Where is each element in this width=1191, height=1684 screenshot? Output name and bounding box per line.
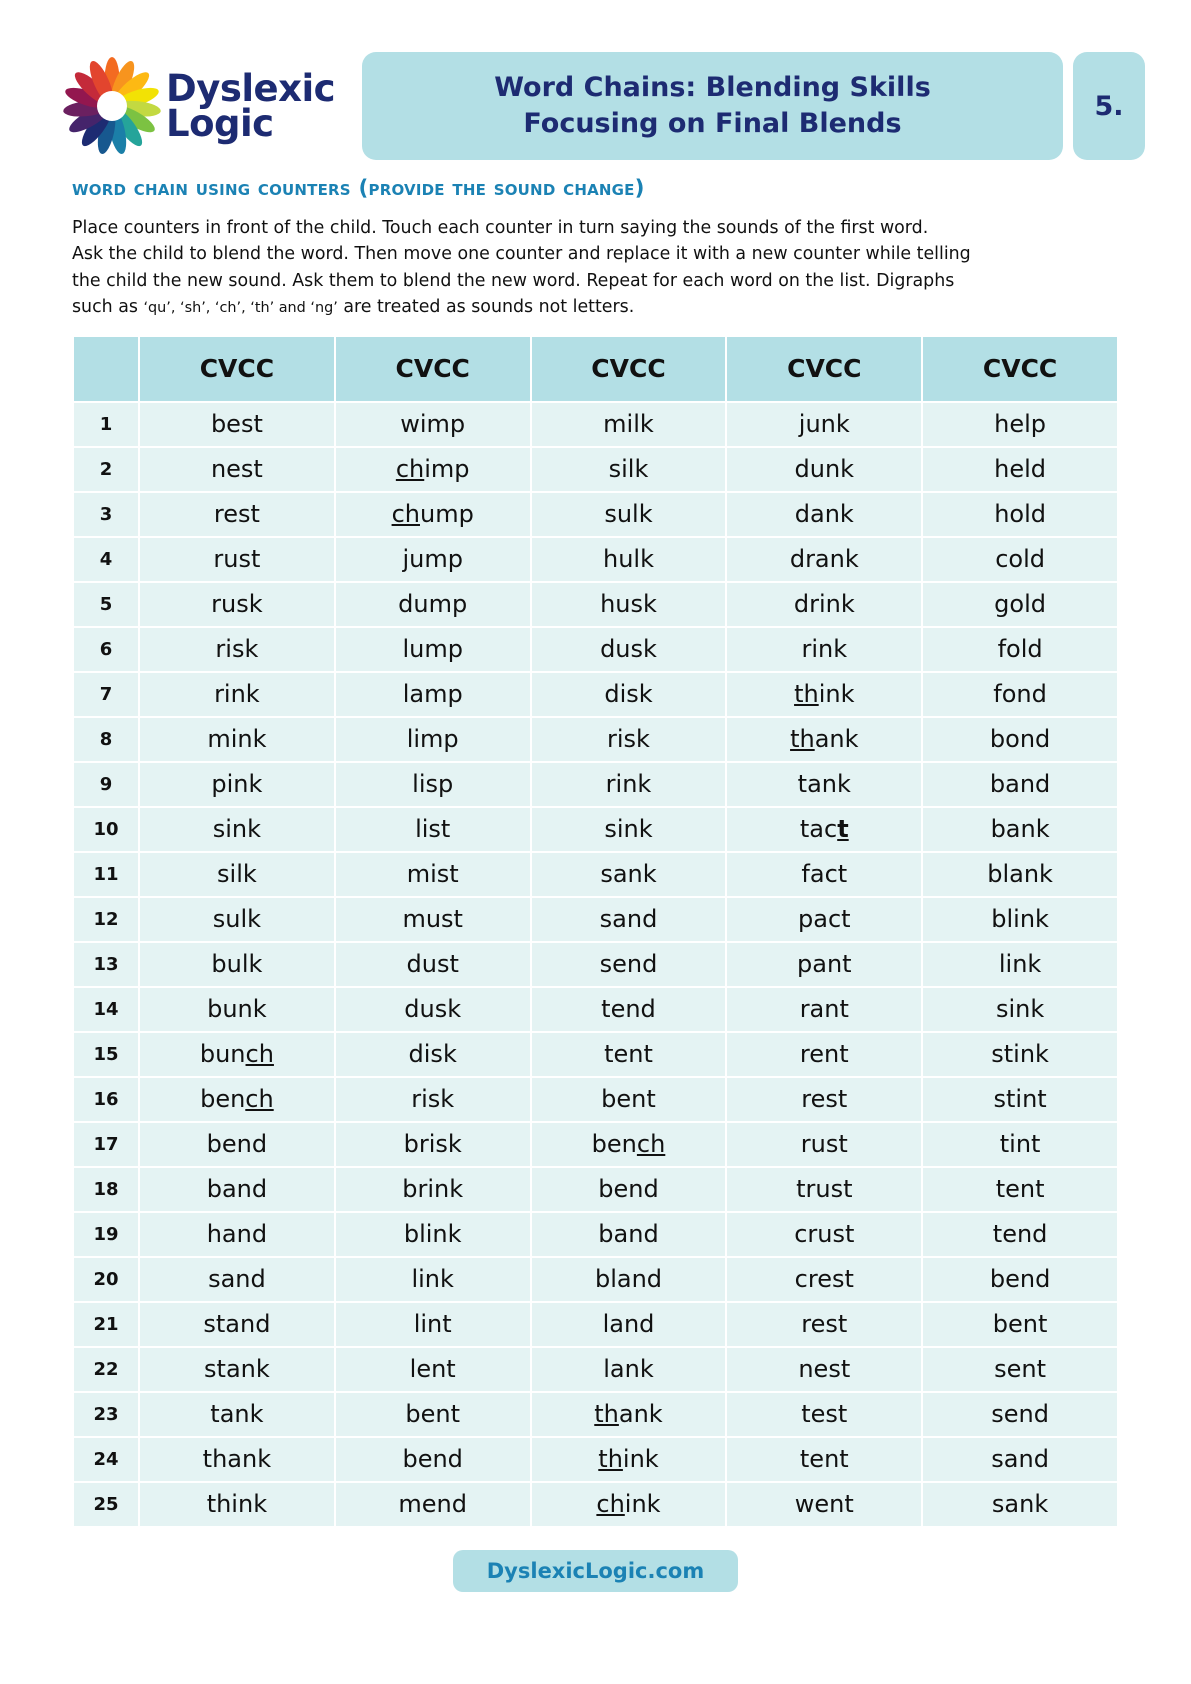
table-row <box>74 763 1117 806</box>
word-cell[interactable]: link <box>923 943 1117 986</box>
word-cell[interactable]: sulk <box>532 493 726 536</box>
word-cell[interactable]: rink <box>727 628 921 671</box>
table-row <box>74 1168 1117 1211</box>
table-row <box>74 1078 1117 1121</box>
word-cell[interactable]: sink <box>140 808 334 851</box>
word-cell[interactable]: fond <box>923 673 1117 716</box>
word-cell[interactable]: milk <box>532 403 726 446</box>
row-index: 16 <box>74 1078 138 1121</box>
word-cell[interactable]: silk <box>532 448 726 491</box>
word-cell[interactable]: pink <box>140 763 334 806</box>
row-index: 12 <box>74 898 138 941</box>
word-cell[interactable]: brisk <box>336 1123 530 1166</box>
table-header-row <box>74 337 1117 401</box>
word-cell[interactable]: stint <box>923 1078 1117 1121</box>
brand-name-line1: Dyslexic <box>166 66 336 110</box>
word-cell[interactable]: drank <box>727 538 921 581</box>
column-header-index <box>74 337 138 401</box>
instructions-block <box>0 201 1191 321</box>
table-row <box>74 1438 1117 1481</box>
word-cell[interactable]: lint <box>336 1303 530 1346</box>
word-cell[interactable]: dunk <box>727 448 921 491</box>
word-cell[interactable]: dust <box>336 943 530 986</box>
word-chain-table-wrap <box>0 321 1191 1528</box>
word-cell[interactable]: chimp <box>336 448 530 491</box>
word-cell[interactable]: sank <box>532 853 726 896</box>
word-cell[interactable]: sand <box>532 898 726 941</box>
word-cell[interactable]: pact <box>727 898 921 941</box>
instruction-line-4 <box>72 294 1121 320</box>
word-cell[interactable]: bond <box>923 718 1117 761</box>
word-cell[interactable]: mink <box>140 718 334 761</box>
instruction-line-3: the child the new sound. Ask them to blend the new word. Repeat for each word on the list. Digraphs <box>72 270 955 291</box>
word-cell[interactable]: tank <box>140 1393 334 1436</box>
website-badge[interactable]: DyslexicLogic.com <box>453 1550 738 1592</box>
word-cell[interactable]: cold <box>923 538 1117 581</box>
word-cell[interactable]: rant <box>727 988 921 1031</box>
word-cell[interactable]: went <box>727 1483 921 1526</box>
word-cell[interactable]: chump <box>336 493 530 536</box>
row-index: 18 <box>74 1168 138 1211</box>
word-cell[interactable]: tend <box>532 988 726 1031</box>
word-cell[interactable]: stank <box>140 1348 334 1391</box>
word-cell[interactable]: tend <box>923 1213 1117 1256</box>
table-row <box>74 673 1117 716</box>
table-row <box>74 1258 1117 1301</box>
row-index: 14 <box>74 988 138 1031</box>
word-cell[interactable]: help <box>923 403 1117 446</box>
word-cell[interactable]: rusk <box>140 583 334 626</box>
word-cell[interactable]: bland <box>532 1258 726 1301</box>
word-cell[interactable]: chink <box>532 1483 726 1526</box>
word-cell[interactable]: sand <box>923 1438 1117 1481</box>
page-header <box>0 0 1191 160</box>
table-head <box>74 337 1117 401</box>
page-number-badge: 5. <box>1073 52 1145 160</box>
word-cell[interactable]: bend <box>336 1438 530 1481</box>
table-row <box>74 1033 1117 1076</box>
word-cell[interactable]: bend <box>140 1123 334 1166</box>
word-cell[interactable]: link <box>336 1258 530 1301</box>
word-cell[interactable]: junk <box>727 403 921 446</box>
word-cell[interactable]: rink <box>140 673 334 716</box>
word-cell[interactable]: band <box>140 1168 334 1211</box>
word-cell[interactable]: stink <box>923 1033 1117 1076</box>
word-cell[interactable]: lump <box>336 628 530 671</box>
table-row <box>74 988 1117 1031</box>
row-index: 11 <box>74 853 138 896</box>
word-cell[interactable]: rust <box>140 538 334 581</box>
row-index: 25 <box>74 1483 138 1526</box>
instruction-line-1: Place counters in front of the child. Touch each counter in turn saying the sounds of the first word. <box>72 218 929 238</box>
row-index: 22 <box>74 1348 138 1391</box>
table-row <box>74 1123 1117 1166</box>
worksheet-title-box <box>362 52 1063 160</box>
word-cell[interactable]: gold <box>923 583 1117 626</box>
word-cell[interactable]: thank <box>532 1393 726 1436</box>
word-cell[interactable]: hold <box>923 493 1117 536</box>
word-cell[interactable]: silk <box>140 853 334 896</box>
table-row <box>74 1483 1117 1526</box>
word-cell[interactable]: thank <box>140 1438 334 1481</box>
word-cell[interactable]: rust <box>727 1123 921 1166</box>
word-cell[interactable]: bent <box>336 1393 530 1436</box>
word-chain-table <box>72 335 1119 1528</box>
table-row <box>74 1393 1117 1436</box>
table-row <box>74 628 1117 671</box>
brand-logo <box>62 56 352 156</box>
column-header-2: CVCC <box>336 337 530 401</box>
word-cell[interactable]: tent <box>923 1168 1117 1211</box>
word-cell[interactable]: best <box>140 403 334 446</box>
word-cell[interactable]: tank <box>727 763 921 806</box>
word-cell[interactable]: brink <box>336 1168 530 1211</box>
word-cell[interactable]: hulk <box>532 538 726 581</box>
word-cell[interactable]: nest <box>140 448 334 491</box>
word-cell[interactable]: bent <box>532 1078 726 1121</box>
word-cell[interactable]: bend <box>532 1168 726 1211</box>
word-cell[interactable]: hand <box>140 1213 334 1256</box>
word-cell[interactable]: rest <box>140 493 334 536</box>
word-cell[interactable]: lamp <box>336 673 530 716</box>
table-row <box>74 538 1117 581</box>
word-cell[interactable]: bank <box>923 808 1117 851</box>
word-cell[interactable]: list <box>336 808 530 851</box>
word-cell[interactable]: rent <box>727 1033 921 1076</box>
word-cell[interactable]: lank <box>532 1348 726 1391</box>
word-cell[interactable]: tent <box>727 1438 921 1481</box>
word-cell[interactable]: bent <box>923 1303 1117 1346</box>
word-cell[interactable]: dusk <box>532 628 726 671</box>
row-index: 17 <box>74 1123 138 1166</box>
row-index: 23 <box>74 1393 138 1436</box>
table-body <box>74 403 1117 1526</box>
section-heading-note: (provide the sound change) <box>358 176 645 201</box>
word-cell[interactable]: fold <box>923 628 1117 671</box>
title-line-2: Focusing on Final Blends <box>523 108 902 139</box>
table-row <box>74 718 1117 761</box>
word-cell[interactable]: bunch <box>140 1033 334 1076</box>
row-index: 9 <box>74 763 138 806</box>
word-cell[interactable]: stand <box>140 1303 334 1346</box>
word-cell[interactable]: think <box>140 1483 334 1526</box>
row-index: 19 <box>74 1213 138 1256</box>
word-cell[interactable]: test <box>727 1393 921 1436</box>
word-cell[interactable]: dusk <box>336 988 530 1031</box>
table-row <box>74 1213 1117 1256</box>
table-row <box>74 943 1117 986</box>
row-index: 8 <box>74 718 138 761</box>
column-header-3: CVCC <box>532 337 726 401</box>
word-cell[interactable]: sent <box>923 1348 1117 1391</box>
word-cell[interactable]: risk <box>336 1078 530 1121</box>
word-cell[interactable]: wimp <box>336 403 530 446</box>
word-cell[interactable]: blink <box>336 1213 530 1256</box>
word-cell[interactable]: husk <box>532 583 726 626</box>
table-row <box>74 1303 1117 1346</box>
brand-name-line2: Logic <box>166 102 274 145</box>
row-index: 1 <box>74 403 138 446</box>
word-cell[interactable]: sink <box>532 808 726 851</box>
instruction-line-4-pre: such as <box>72 297 144 318</box>
row-index: 24 <box>74 1438 138 1481</box>
row-index: 20 <box>74 1258 138 1301</box>
word-cell[interactable]: bulk <box>140 943 334 986</box>
word-cell[interactable]: blank <box>923 853 1117 896</box>
word-cell[interactable]: held <box>923 448 1117 491</box>
table-row <box>74 853 1117 896</box>
brand-wordmark <box>166 66 336 145</box>
column-header-4: CVCC <box>727 337 921 401</box>
word-cell[interactable]: think <box>727 673 921 716</box>
word-cell[interactable]: risk <box>532 718 726 761</box>
table-row <box>74 448 1117 491</box>
word-cell[interactable]: disk <box>336 1033 530 1076</box>
word-cell[interactable]: crest <box>727 1258 921 1301</box>
word-cell[interactable]: band <box>532 1213 726 1256</box>
row-index: 15 <box>74 1033 138 1076</box>
word-cell[interactable]: land <box>532 1303 726 1346</box>
word-cell[interactable]: crust <box>727 1213 921 1256</box>
word-cell[interactable]: blink <box>923 898 1117 941</box>
word-cell[interactable]: bench <box>532 1123 726 1166</box>
word-cell[interactable]: lisp <box>336 763 530 806</box>
word-cell[interactable]: dump <box>336 583 530 626</box>
section-heading <box>0 160 1191 201</box>
word-cell[interactable]: disk <box>532 673 726 716</box>
word-cell[interactable]: rink <box>532 763 726 806</box>
table-row <box>74 808 1117 851</box>
word-cell[interactable]: tent <box>532 1033 726 1076</box>
word-cell[interactable]: jump <box>336 538 530 581</box>
instruction-line-4-post: are treated as sounds not letters. <box>337 297 635 318</box>
word-cell[interactable]: tact <box>727 808 921 851</box>
column-header-1: CVCC <box>140 337 334 401</box>
page-footer <box>0 1550 1191 1592</box>
row-index: 4 <box>74 538 138 581</box>
word-cell[interactable]: rest <box>727 1078 921 1121</box>
word-cell[interactable]: think <box>532 1438 726 1481</box>
word-cell[interactable]: dank <box>727 493 921 536</box>
instruction-line-2: Ask the child to blend the word. Then move one counter and replace it with a new counter while telling <box>72 244 971 265</box>
word-cell[interactable]: nest <box>727 1348 921 1391</box>
word-cell[interactable]: bench <box>140 1078 334 1121</box>
word-cell[interactable]: rest <box>727 1303 921 1346</box>
word-cell[interactable]: send <box>532 943 726 986</box>
rainbow-pinwheel-icon <box>62 56 162 156</box>
table-row <box>74 493 1117 536</box>
word-cell[interactable]: lent <box>336 1348 530 1391</box>
instruction-digraph-list: ‘qu’, ‘sh’, ‘ch’, ‘th’ and ‘ng’ <box>143 300 338 317</box>
word-cell[interactable]: mist <box>336 853 530 896</box>
word-cell[interactable]: limp <box>336 718 530 761</box>
row-index: 7 <box>74 673 138 716</box>
word-cell[interactable]: sulk <box>140 898 334 941</box>
word-cell[interactable]: pant <box>727 943 921 986</box>
row-index: 6 <box>74 628 138 671</box>
word-cell[interactable]: band <box>923 763 1117 806</box>
word-cell[interactable]: bend <box>923 1258 1117 1301</box>
table-row <box>74 583 1117 626</box>
word-cell[interactable]: fact <box>727 853 921 896</box>
word-cell[interactable]: risk <box>140 628 334 671</box>
word-cell[interactable]: send <box>923 1393 1117 1436</box>
row-index: 2 <box>74 448 138 491</box>
section-heading-main: word chain using counters <box>72 176 359 201</box>
word-cell[interactable]: drink <box>727 583 921 626</box>
row-index: 3 <box>74 493 138 536</box>
word-cell[interactable]: must <box>336 898 530 941</box>
word-cell[interactable]: mend <box>336 1483 530 1526</box>
title-line-1: Word Chains: Blending Skills <box>494 72 931 104</box>
table-row <box>74 403 1117 446</box>
column-header-5: CVCC <box>923 337 1117 401</box>
word-cell[interactable]: sink <box>923 988 1117 1031</box>
word-cell[interactable]: tint <box>923 1123 1117 1166</box>
row-index: 5 <box>74 583 138 626</box>
word-cell[interactable]: bunk <box>140 988 334 1031</box>
row-index: 21 <box>74 1303 138 1346</box>
table-row <box>74 898 1117 941</box>
word-cell[interactable]: sank <box>923 1483 1117 1526</box>
page-title <box>494 70 931 141</box>
word-cell[interactable]: sand <box>140 1258 334 1301</box>
word-cell[interactable]: thank <box>727 718 921 761</box>
table-row <box>74 1348 1117 1391</box>
word-cell[interactable]: trust <box>727 1168 921 1211</box>
row-index: 10 <box>74 808 138 851</box>
row-index: 13 <box>74 943 138 986</box>
